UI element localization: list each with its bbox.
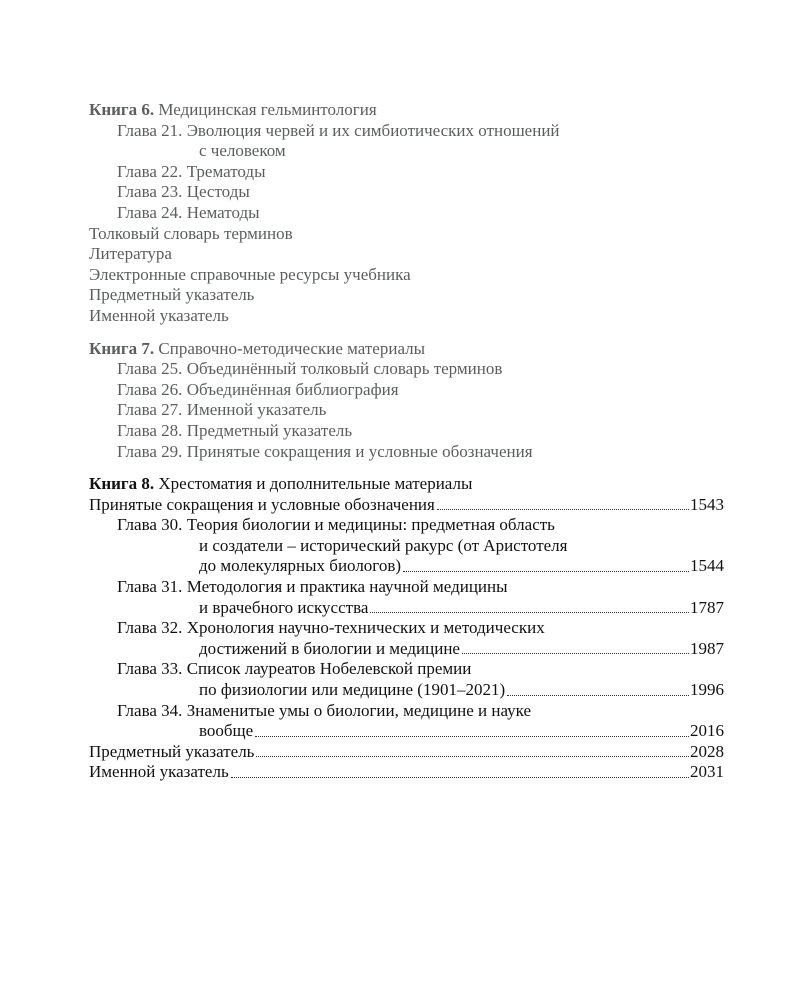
- page-number: 1543: [690, 494, 724, 514]
- chapter-entry: [89, 203, 724, 224]
- chapter-entry: [89, 380, 724, 401]
- book-heading: [89, 474, 724, 495]
- chapter-title: Объединённая библиография: [186, 379, 399, 399]
- page-number: 1987: [690, 638, 724, 658]
- dot-leader: [370, 612, 689, 613]
- chapter-number: Глава 33.: [117, 659, 183, 679]
- chapter-title-continued: [89, 536, 724, 557]
- chapter-title: Эволюция червей и их симбиотических отношений: [186, 120, 560, 140]
- section-entry: [89, 244, 724, 265]
- chapter-number: Глава 34.: [117, 700, 183, 720]
- chapter-entry: [89, 359, 724, 380]
- chapter-title: Список лауреатов Нобелевской премии: [186, 659, 472, 679]
- dot-leader: [462, 653, 689, 654]
- chapter-number: Глава 32.: [117, 618, 183, 638]
- section-title: Толковый словарь терминов: [89, 223, 293, 243]
- chapter-entry: [89, 442, 724, 463]
- book-8: [89, 474, 724, 783]
- section-entry: [89, 306, 724, 327]
- page-number: 2016: [690, 721, 724, 741]
- book-label: Книга 7.: [89, 338, 155, 358]
- chapter-entry[interactable]: [89, 618, 724, 639]
- book-heading: [89, 100, 724, 121]
- toc-link-subject-index[interactable]: [89, 742, 724, 763]
- section-title: Предметный указатель: [89, 285, 255, 305]
- chapter-number: Глава 22.: [117, 161, 183, 181]
- chapter-title-line: достижений в биологии и медицине: [199, 638, 460, 658]
- chapter-entry: [89, 421, 724, 442]
- chapter-title: Нематоды: [186, 202, 260, 222]
- section-title: Принятые сокращения и условные обозначения: [89, 494, 435, 514]
- chapter-title-continued: [89, 556, 724, 577]
- section-entry: [89, 265, 724, 286]
- chapter-number: Глава 21.: [117, 120, 183, 140]
- chapter-number: Глава 26.: [117, 379, 183, 399]
- chapter-title: Методология и практика научной медицины: [186, 577, 508, 597]
- page-number: 1996: [690, 680, 724, 700]
- chapter-title: Трематоды: [186, 161, 266, 181]
- chapter-title: Знаменитые умы о биологии, медицине и науке: [186, 700, 532, 720]
- dot-leader: [403, 571, 689, 572]
- section-title: Именной указатель: [89, 305, 229, 325]
- chapter-number: Глава 30.: [117, 515, 183, 535]
- chapter-title: Хронология научно-технических и методических: [186, 618, 545, 638]
- toc-link-name-index[interactable]: [89, 762, 724, 783]
- chapter-entry[interactable]: [89, 701, 724, 722]
- book-title: Медицинская гельминтология: [158, 100, 377, 119]
- chapter-title-line: и создатели – исторический ракурс (от Аристотеля: [199, 535, 568, 555]
- dot-leader: [255, 736, 689, 737]
- chapter-title-continued: [89, 639, 724, 660]
- chapter-title: Принятые сокращения и условные обозначения: [186, 441, 533, 461]
- dot-leader: [437, 509, 689, 510]
- chapter-number: Глава 23.: [117, 182, 183, 202]
- chapter-title-line: до молекулярных биологов): [199, 556, 402, 576]
- book-6: [89, 100, 724, 327]
- chapter-number: Глава 27.: [117, 400, 183, 420]
- book-title: Хрестоматия и дополнительные материалы: [158, 474, 473, 494]
- book-7: [89, 339, 724, 463]
- chapter-title: Объединённый толковый словарь терминов: [186, 359, 503, 379]
- chapter-title: Теория биологии и медицины: предметная область: [186, 515, 555, 535]
- chapter-entry: [89, 121, 724, 142]
- chapter-number: Глава 25.: [117, 359, 183, 379]
- chapter-title-continued: [89, 721, 724, 742]
- section-entry: [89, 224, 724, 245]
- chapter-entry: [89, 400, 724, 421]
- chapter-title-line: по физиологии или медицине (1901–2021): [199, 680, 506, 700]
- chapter-number: Глава 29.: [117, 441, 183, 461]
- chapter-entry[interactable]: [89, 515, 724, 536]
- table-of-contents: [89, 100, 724, 783]
- dot-leader: [256, 756, 689, 757]
- book-heading: [89, 339, 724, 360]
- chapter-title: Именной указатель: [186, 400, 327, 420]
- toc-link-abbreviations[interactable]: [89, 495, 724, 516]
- chapter-title-continued: [89, 141, 724, 162]
- chapter-number: Глава 28.: [117, 420, 183, 440]
- chapter-title-line: с человеком: [199, 141, 286, 161]
- page-number: 1544: [690, 556, 724, 576]
- chapter-entry: [89, 182, 724, 203]
- chapter-title-line: и врачебного искусства: [199, 597, 369, 617]
- dot-leader: [231, 777, 689, 778]
- chapter-title: Цестоды: [186, 182, 250, 202]
- page-number: 2028: [690, 741, 724, 761]
- section-entry: [89, 285, 724, 306]
- chapter-number: Глава 31.: [117, 577, 183, 597]
- section-title: Электронные справочные ресурсы учебника: [89, 264, 411, 284]
- section-title: Литература: [89, 244, 172, 264]
- section-title: Предметный указатель: [89, 741, 255, 761]
- dot-leader: [507, 695, 689, 696]
- chapter-title-continued: [89, 598, 724, 619]
- book-label: Книга 8.: [89, 474, 155, 494]
- chapter-entry: [89, 162, 724, 183]
- book-label: Книга 6.: [89, 100, 155, 119]
- chapter-entry[interactable]: [89, 659, 724, 680]
- chapter-entry[interactable]: [89, 577, 724, 598]
- chapter-title-continued: [89, 680, 724, 701]
- section-title: Именной указатель: [89, 762, 229, 782]
- chapter-title: Предметный указатель: [186, 420, 353, 440]
- page-number: 1787: [690, 597, 724, 617]
- chapter-number: Глава 24.: [117, 202, 183, 222]
- chapter-title-line: вообще: [199, 721, 254, 741]
- book-title: Справочно-методические материалы: [158, 338, 426, 358]
- page-number: 2031: [690, 762, 724, 782]
